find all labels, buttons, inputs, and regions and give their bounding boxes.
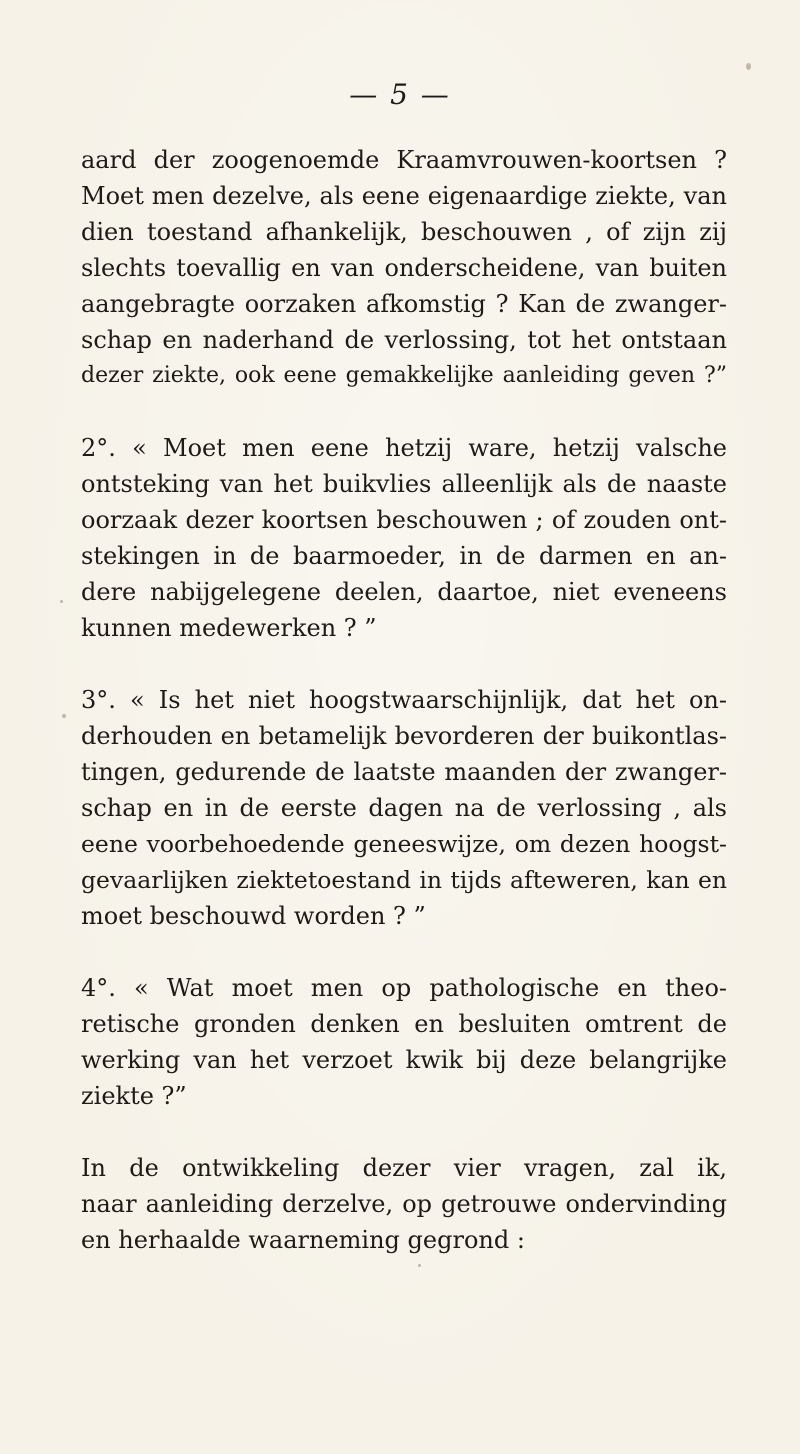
text-line: 3°. « Is het niet hoogstwaarschijnlijk, dat het on- (81, 686, 727, 714)
text-line: schap en naderhand de verlossing, tot het ontstaan (81, 326, 727, 354)
text-line: slechts toevallig en van onderscheidene, van buiten (81, 254, 727, 282)
paragraph-gap (81, 1114, 727, 1150)
paper-speck (418, 1264, 421, 1267)
paragraph-gap (81, 934, 727, 970)
paper-speck (60, 600, 63, 603)
text-line: moet beschouwd worden ? ” (81, 902, 426, 930)
text-line: kunnen medewerken ? ” (81, 614, 377, 642)
paragraph-gap (81, 646, 727, 682)
text-line: tingen, gedurende de laatste maanden der zwanger- (81, 758, 727, 786)
text-line: dere nabijgelegene deelen, daartoe, niet eveneens (81, 578, 727, 606)
body-text (81, 142, 727, 1258)
text-line: Moet men dezelve, als eene eigenaardige ziekte, van (81, 182, 727, 210)
page-number: — 5 — (349, 78, 451, 111)
text-line: naar aanleiding derzelve, op getrouwe ondervinding (81, 1190, 727, 1218)
text-line: aangebragte oorzaken afkomstig ? Kan de zwanger- (81, 290, 727, 318)
text-line: ontsteking van het buikvlies alleenlijk als de naaste (81, 470, 727, 498)
paper-speck (62, 714, 66, 718)
text-line: schap en in de eerste dagen na de verlossing , als (81, 794, 727, 822)
text-line: dezer ziekte, ook eene gemakkelijke aanleiding geven ?” (81, 363, 727, 388)
text-line: aard der zoogenoemde Kraamvrouwen-koortsen ? (81, 146, 727, 174)
text-line: retische gronden denken en besluiten omtrent de (81, 1010, 727, 1038)
text-line: stekingen in de baarmoeder, in de darmen en an- (81, 542, 727, 570)
text-line: oorzaak dezer koortsen beschouwen ; of zouden ont- (81, 506, 727, 534)
text-line: 2°. « Moet men eene hetzij ware, hetzij valsche (81, 434, 727, 462)
text-line: derhouden en betamelijk bevorderen der buikontlas- (81, 722, 727, 750)
text-line: eene voorbehoedende geneeswijze, om dezen hoogst- (81, 830, 727, 858)
paper-speck (746, 63, 751, 70)
text-line: In de ontwikkeling dezer vier vragen, zal ik, (81, 1154, 727, 1182)
paragraph-gap (81, 394, 727, 430)
text-line: werking van het verzoet kwik bij deze belangrijke (81, 1046, 727, 1074)
text-line: ziekte ?” (81, 1082, 187, 1110)
text-line: 4°. « Wat moet men op pathologische en theo- (81, 974, 727, 1002)
text-line: en herhaalde waarneming gegrond : (81, 1226, 525, 1254)
text-line: gevaarlijken ziektetoestand in tijds afteweren, kan en (81, 866, 727, 894)
text-line: dien toestand afhankelijk, beschouwen , of zijn zij (81, 218, 727, 246)
